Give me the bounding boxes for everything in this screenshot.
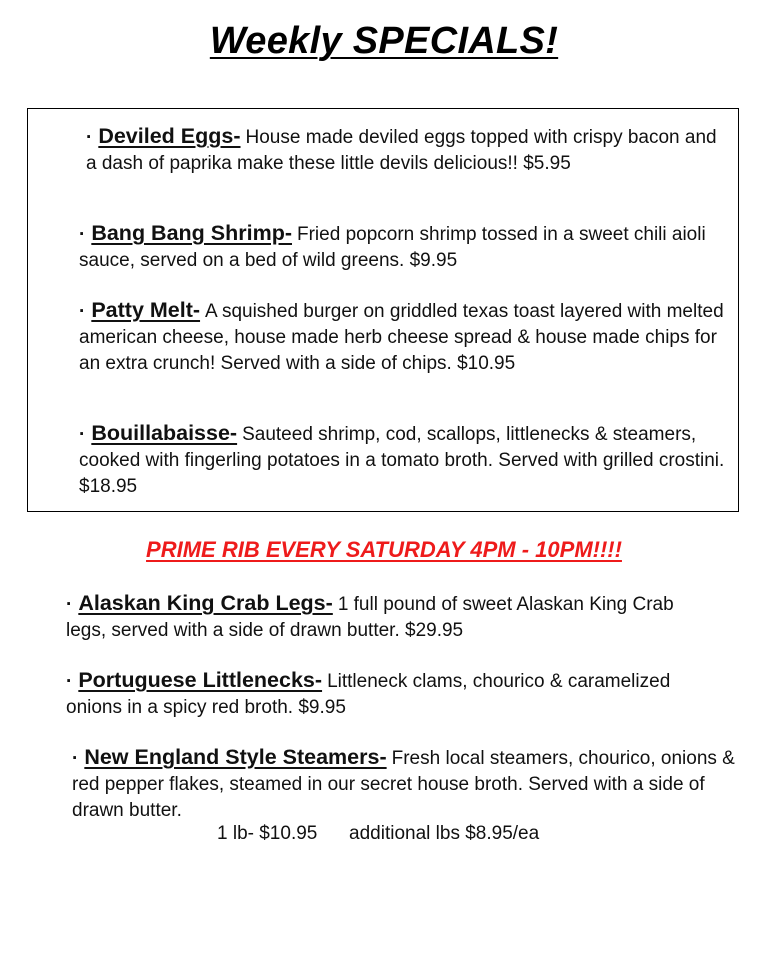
menu-item-king-crab-legs xyxy=(66,590,716,644)
item-name: Patty Melt- xyxy=(91,298,201,322)
item-name: Deviled Eggs- xyxy=(98,124,241,148)
menu-item-portuguese-littlenecks xyxy=(66,667,716,721)
item-description: Sauteed shrimp, cod, scallops, littlenecks & steamers, cooked with fingerling potatoes in a tomato broth. Served with grilled crostini. $18.95 xyxy=(79,424,725,497)
bullet-icon: · xyxy=(72,748,79,769)
item-name: Portuguese Littlenecks- xyxy=(78,668,323,692)
bullet-icon: · xyxy=(79,424,86,445)
bullet-icon: · xyxy=(66,671,73,692)
page-title: Weekly SPECIALS! xyxy=(209,20,559,62)
steamers-pricing xyxy=(217,823,539,845)
bullet-icon: · xyxy=(79,301,86,322)
prime-rib-banner: PRIME RIB EVERY SATURDAY 4PM - 10PM!!!! xyxy=(146,537,622,562)
item-name: Alaskan King Crab Legs- xyxy=(78,591,333,615)
price-additional: additional lbs $8.95/ea xyxy=(349,823,540,844)
item-name: New England Style Steamers- xyxy=(84,745,387,769)
menu-item-steamers xyxy=(72,744,744,824)
item-description: Fresh local steamers, chourico, onions & red pepper flakes, steamed in our secret house broth. Served with a side of drawn butter. xyxy=(72,748,735,821)
bullet-icon: · xyxy=(66,594,73,615)
item-description: 1 full pound of sweet Alaskan King Crab legs, served with a side of drawn butter. $29.95 xyxy=(66,594,674,641)
item-name: Bang Bang Shrimp- xyxy=(91,221,292,245)
item-description: House made deviled eggs topped with crispy bacon and a dash of paprika make these little devils delicious!! $5.95 xyxy=(86,127,717,174)
menu-item-bouillabaisse xyxy=(79,420,729,500)
menu-item-patty-melt xyxy=(79,297,729,377)
item-name: Bouillabaisse- xyxy=(91,421,238,445)
menu-item-deviled-eggs xyxy=(86,123,726,177)
menu-item-bang-bang-shrimp xyxy=(79,220,729,274)
bullet-icon: · xyxy=(79,224,86,245)
item-description: Littleneck clams, chourico & caramelized onions in a spicy red broth. $9.95 xyxy=(66,671,671,718)
bullet-icon: · xyxy=(86,127,93,148)
item-description: A squished burger on griddled texas toast layered with melted american cheese, house made herb cheese spread & house made chips for an extra crunch! Served with a side of chips. $10.95 xyxy=(79,301,724,374)
price-one-lb: 1 lb- $10.95 xyxy=(217,823,318,844)
item-description: Fried popcorn shrimp tossed in a sweet chili aioli sauce, served on a bed of wild greens. $9.95 xyxy=(79,224,706,271)
